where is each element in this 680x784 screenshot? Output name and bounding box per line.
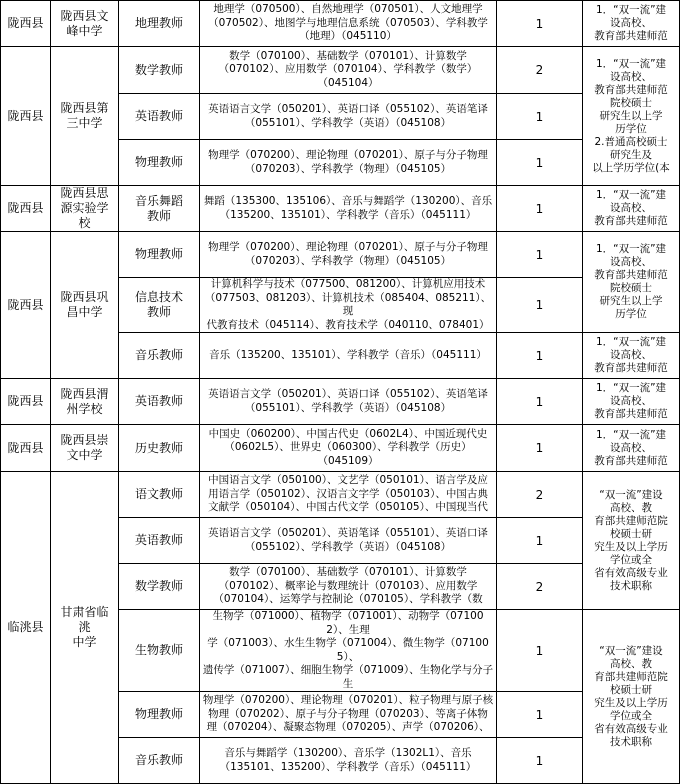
requirement-cell: “双一流”建设 高校、教 育部共建师范院 校硕士研 究生及以上学历 学位或全 省有效高级专业 技术职称 — [583, 472, 680, 610]
school-cell: 陇西县渭 州学校 — [51, 379, 119, 425]
post-cell: 音乐舞蹈 教师 — [119, 186, 200, 232]
requirement-cell: 1．“双一流”建 设高校、 教育部共建师范 院校硕士 研究生以上学 历学位 — [583, 232, 680, 333]
county-cell: 陇西县 — [1, 379, 51, 425]
count-cell: 1 — [497, 232, 583, 278]
requirement-cell: 1．“双一流”建 设高校、 教育部共建师范 院校硕士 研究生以上学 历学位 2.普通高校硕士 研究生及 以上学历学位(本 — [583, 47, 680, 186]
county-cell: 陇西县 — [1, 232, 51, 379]
major-cell: 数学（070100）、基础数学（070101）、计算数学 （070102）、应用数学（070104）、学科教学（数学） （045104） — [200, 47, 497, 94]
count-cell: 1 — [497, 610, 583, 692]
school-cell: 甘肃省临 洮 中学 — [51, 472, 119, 784]
major-cell: 英语语言文学（050201）、英语笔译（055101）、英语口译 （055102）、学科教学（英语）（045108） — [200, 518, 497, 564]
count-cell: 1 — [497, 333, 583, 379]
post-cell: 物理教师 — [119, 232, 200, 278]
count-cell: 1 — [497, 94, 583, 140]
county-cell: 陇西县 — [1, 425, 51, 472]
school-cell: 陇西县崇 文中学 — [51, 425, 119, 472]
count-cell: 2 — [497, 472, 583, 518]
county-cell: 临洮县 — [1, 472, 51, 784]
post-cell: 数学教师 — [119, 47, 200, 94]
table-row — [1, 232, 680, 278]
table-row — [1, 472, 680, 518]
major-cell: 英语语言文学（050201）、英语口译（055102）、英语笔译 （055101）、学科教学（英语）（045108） — [200, 94, 497, 140]
requirement-cell: “双一流”建设 高校、教 育部共建师范院 校硕士研 究生及以上学历 学位或全 省有效高级专业 技术职称 — [583, 610, 680, 784]
count-cell: 1 — [497, 1, 583, 47]
requirement-cell: 1．“双一流”建 设高校、 教育部共建师范 — [583, 186, 680, 232]
requirement-cell: 1．“双一流”建 设高校、 教育部共建师范 — [583, 379, 680, 425]
table-row — [1, 47, 680, 94]
post-cell: 物理教师 — [119, 692, 200, 738]
major-cell: 地理学（070500）、自然地理学（070501）、人文地理学 （070502）、地图学与地理信息系统（070503）、学科教学 （地理）（045110） — [200, 1, 497, 47]
school-cell: 陇西县文 峰中学 — [51, 1, 119, 47]
major-cell: 音乐（135200、135101）、学科教学（音乐）（045111） — [200, 333, 497, 379]
count-cell: 1 — [497, 379, 583, 425]
major-cell: 中国语言文学（050100）、文艺学（050101）、语言学及应 用语言学（050102）、汉语言文字学（050103）、中国古典 文献学（050104）、中国古代文学（050105）、中国现当代 — [200, 472, 497, 518]
major-cell: 中国史（060200）、中国古代史（0602L4）、中国近现代史 （0602L5）、世界史（060300）、学科教学（历史） （045109） — [200, 425, 497, 472]
count-cell: 1 — [497, 140, 583, 186]
major-cell: 舞蹈（135300、135106）、音乐与舞蹈学（130200）、音乐 （135200、135101）、学科教学（音乐）（045111） — [200, 186, 497, 232]
table-row — [1, 186, 680, 232]
count-cell: 2 — [497, 564, 583, 610]
major-cell: 计算机科学与技术（077500、081200）、计算机应用技术 （077503、081203）、计算机技术（085404、085211）、现 代教育技术（045114）、教育技术学（040110、078401） — [200, 278, 497, 333]
post-cell: 物理教师 — [119, 140, 200, 186]
post-cell: 地理教师 — [119, 1, 200, 47]
count-cell: 1 — [497, 425, 583, 472]
post-cell: 英语教师 — [119, 518, 200, 564]
post-cell: 历史教师 — [119, 425, 200, 472]
post-cell: 数学教师 — [119, 564, 200, 610]
major-cell: 音乐与舞蹈学（130200）、音乐学（1302L1）、音乐 （135101、135200）、学科教学（音乐）（045111） — [200, 738, 497, 784]
county-cell: 陇西县 — [1, 47, 51, 186]
requirement-cell: 1．“双一流”建 设高校、 教育部共建师范 — [583, 425, 680, 472]
major-cell: 物理学（070200）、理论物理（070201）、粒子物理与原子核 物理（070202）、原子与分子物理（070203）、等离子体物 理（070204）、凝聚态物理（070205）、声学（070206）、 — [200, 692, 497, 738]
school-cell: 陇西县巩 昌中学 — [51, 232, 119, 379]
school-cell: 陇西县第 三中学 — [51, 47, 119, 186]
post-cell: 信息技术 教师 — [119, 278, 200, 333]
major-cell: 物理学（070200）、理论物理（070201）、原子与分子物理 （070203）、学科教学（物理）（045105） — [200, 140, 497, 186]
count-cell: 1 — [497, 518, 583, 564]
post-cell: 英语教师 — [119, 379, 200, 425]
major-cell: 英语语言文学（050201）、英语口译（055102）、英语笔译 （055101）、学科教学（英语）（045108） — [200, 379, 497, 425]
requirement-cell: 1．“双一流”建 设高校、 教育部共建师范 — [583, 1, 680, 47]
requirement-cell: 1．“双一流”建 设高校、 教育部共建师范 — [583, 333, 680, 379]
count-cell: 1 — [497, 278, 583, 333]
post-cell: 语文教师 — [119, 472, 200, 518]
major-cell: 数学（070100）、基础数学（070101）、计算数学 （070102）、概率论与数理统计（070103）、应用数学 （070104）、运筹学与控制论（070105）、学科教学（数 — [200, 564, 497, 610]
county-cell: 陇西县 — [1, 186, 51, 232]
county-cell: 陇西县 — [1, 1, 51, 47]
post-cell: 音乐教师 — [119, 738, 200, 784]
table-row — [1, 425, 680, 472]
major-cell: 生物学（071000）、植物学（071001）、动物学（071002）、生理 学（071003）、水生生物学（071004）、微生物学（071005）、 遗传学（071007）、细胞生物学（071009）、生物化学与分子生 — [200, 610, 497, 692]
post-cell: 音乐教师 — [119, 333, 200, 379]
count-cell: 1 — [497, 186, 583, 232]
major-cell: 物理学（070200）、理论物理（070201）、原子与分子物理 （070203）、学科教学（物理）（045105） — [200, 232, 497, 278]
post-cell: 生物教师 — [119, 610, 200, 692]
table-row — [1, 379, 680, 425]
table-row — [1, 1, 680, 47]
count-cell: 1 — [497, 692, 583, 738]
count-cell: 2 — [497, 47, 583, 94]
count-cell: 1 — [497, 738, 583, 784]
post-cell: 英语教师 — [119, 94, 200, 140]
school-cell: 陇西县思 源实验学 校 — [51, 186, 119, 232]
